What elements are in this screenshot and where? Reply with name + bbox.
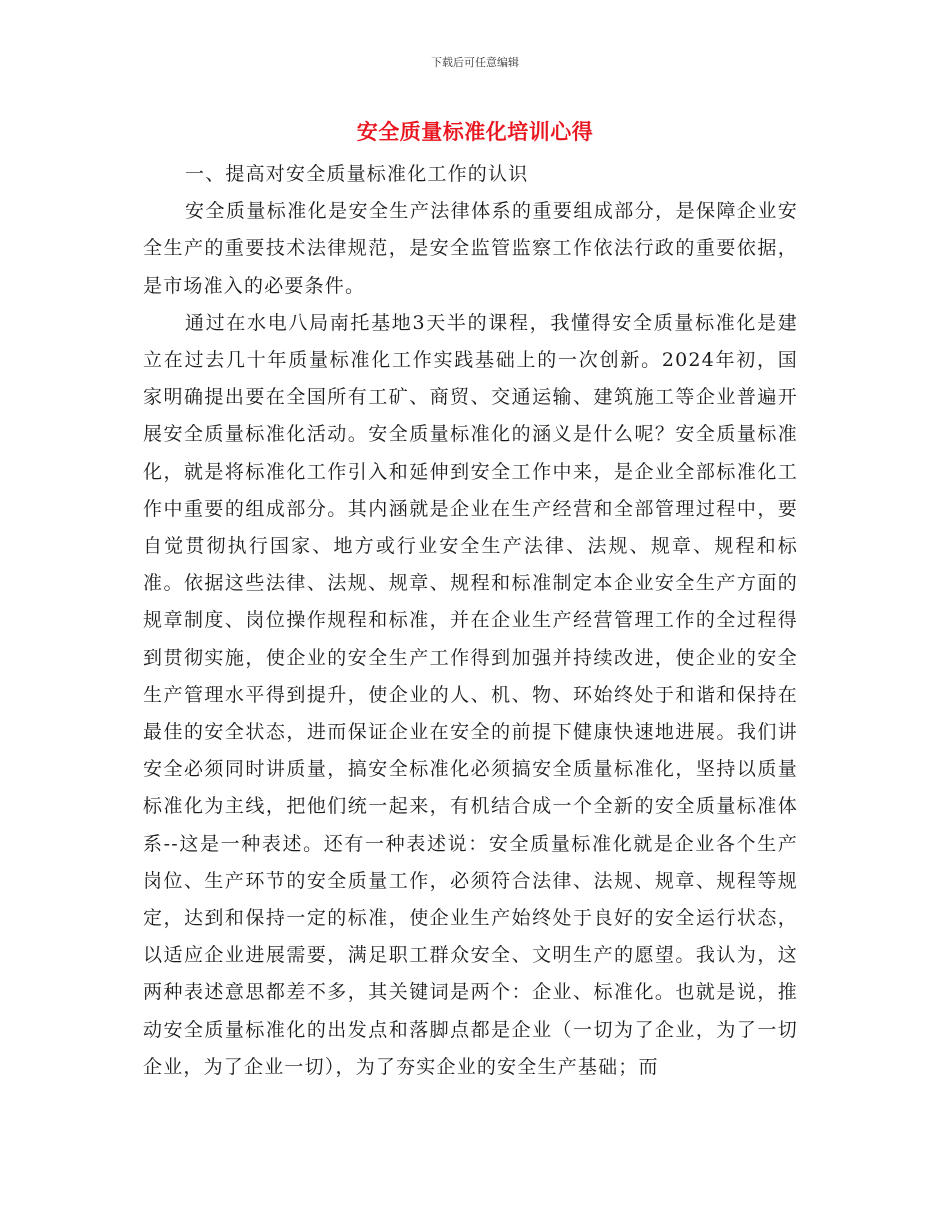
document-body <box>143 156 798 1086</box>
document-title: 安全质量标准化培训心得 <box>356 120 594 144</box>
paragraph-1: 安全质量标准化是安全生产法律体系的重要组成部分，是保障企业安全生产的重要技术法律规范，是安全监管监察工作依法行政的重要依据，是市场准入的必要条件。 <box>143 200 798 297</box>
section-heading: 一、提高对安全质量标准化工作的认识 <box>185 163 529 185</box>
paragraph-2: 通过在水电八局南托基地3天半的课程，我懂得安全质量标准化是建立在过去几十年质量标准化工作实践基础上的一次创新。2024年初，国家明确提出要在全国所有工矿、商贸、交通运输、建筑施工等企业普遍开展安全质量标准化活动。安全质量标准化的涵义是什么呢？安全质量标准化，就是将标准化工作引入和延伸到安全工作中来，是企业全部标准化工作中重要的组成部分。其内涵就是企业在生产经营和全部管理过程中，要自觉贯彻执行国家、地方或行业安全生产法律、法规、规章、规程和标准。依据这些法律、法规、规章、规程和标准制定本企业安全生产方面的规章制度、岗位操作规程和标准，并在企业生产经营管理工作的全过程得到贯彻实施，使企业的安全生产工作得到加强并持续改进，使企业的安全生产管理水平得到提升，使企业的人、机、物、环始终处于和谐和保持在最佳的安全状态，进而保证企业在安全的前提下健康快速地进展。我们讲安全必须同时讲质量，搞安全标准化必须搞安全质量标准化，坚持以质量标准化为主线，把他们统一起来，有机结合成一个全新的安全质量标准体系--这是一种表述。还有一种表述说：安全质量标准化就是企业各个生产岗位、生产环节的安全质量工作，必须符合法律、法规、规章、规程等规定，达到和保持一定的标准，使企业生产始终处于良好的安全运行状态，以适应企业进展需要，满足职工群众安全、文明生产的愿望。我认为，这两种表述意思都差不多，其关键词是两个：企业、标准化。也就是说，推动安全质量标准化的出发点和落脚点都是企业（一切为了企业，为了一切企业，为了企业一切），为了夯实企业的安全生产基础；而 <box>143 311 798 1078</box>
header-note: 下载后可任意编辑 <box>431 56 519 69</box>
